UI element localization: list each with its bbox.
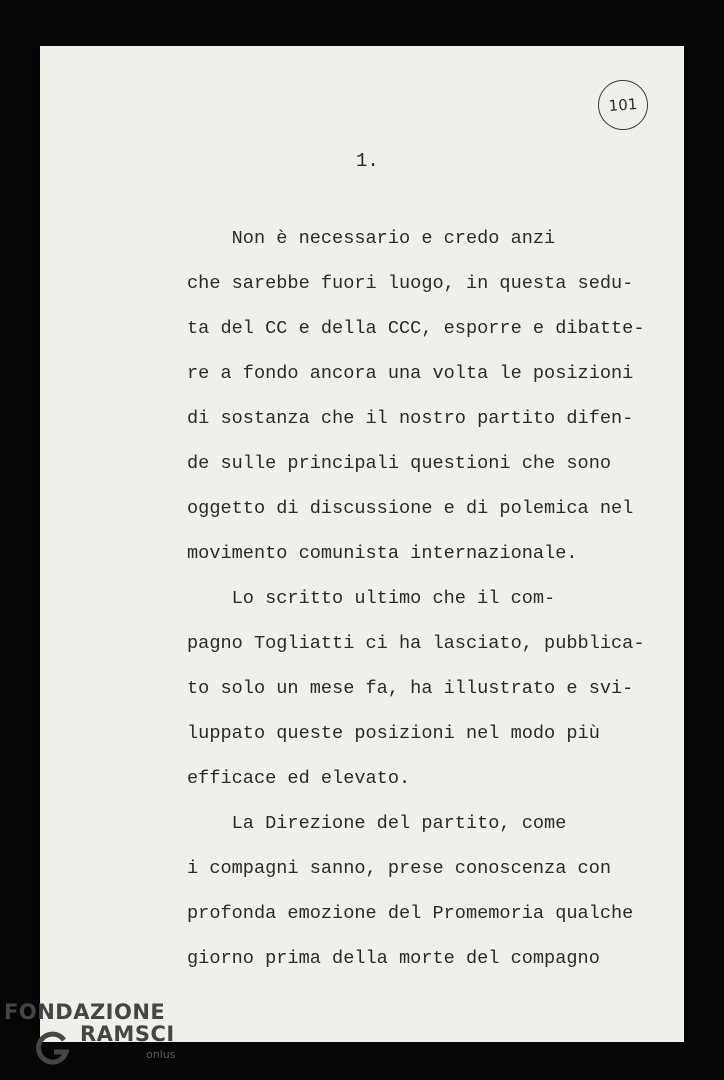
text-line: ta del CC e della CCC, esporre e dibatte-: [187, 318, 645, 339]
text-line: to solo un mese fa, ha illustrato e svi-: [187, 678, 634, 699]
text-line: profonda emozione del Promemoria qualche: [187, 903, 634, 924]
watermark-suffix: onlus: [146, 1048, 176, 1061]
text-line: oggetto di discussione e di polemica nel: [187, 498, 634, 519]
body-text: [187, 228, 677, 969]
text-line: giorno prima della morte del compagno: [187, 948, 600, 969]
text-line: de sulle principali questioni che sono: [187, 453, 612, 474]
text-line: Lo scritto ultimo che il com-: [187, 588, 556, 609]
document-page: [40, 46, 684, 1042]
text-line: i compagni sanno, prese conoscenza con: [187, 858, 612, 879]
text-line: re a fondo ancora una volta le posizioni: [187, 363, 634, 384]
text-line: che sarebbe fuori luogo, in questa sedu-: [187, 273, 634, 294]
gramsci-g-logo-icon: [34, 1030, 70, 1066]
page-number: 1.: [356, 150, 379, 172]
text-line: Non è necessario e credo anzi: [187, 228, 556, 249]
fondazione-gramsci-watermark: [4, 1000, 184, 1075]
text-line: pagno Togliatti ci ha lasciato, pubblica-: [187, 633, 645, 654]
text-line: efficace ed elevato.: [187, 768, 411, 789]
text-line: luppato queste posizioni nel modo più: [187, 723, 600, 744]
watermark-line1: FONDAZIONE: [4, 1000, 166, 1024]
text-line: di sostanza che il nostro partito difen-: [187, 408, 634, 429]
archive-number-stamp: 101: [596, 78, 649, 131]
text-line: movimento comunista internazionale.: [187, 543, 578, 564]
text-line: La Direzione del partito, come: [187, 813, 567, 834]
watermark-line2: RAMSCI: [80, 1022, 175, 1046]
